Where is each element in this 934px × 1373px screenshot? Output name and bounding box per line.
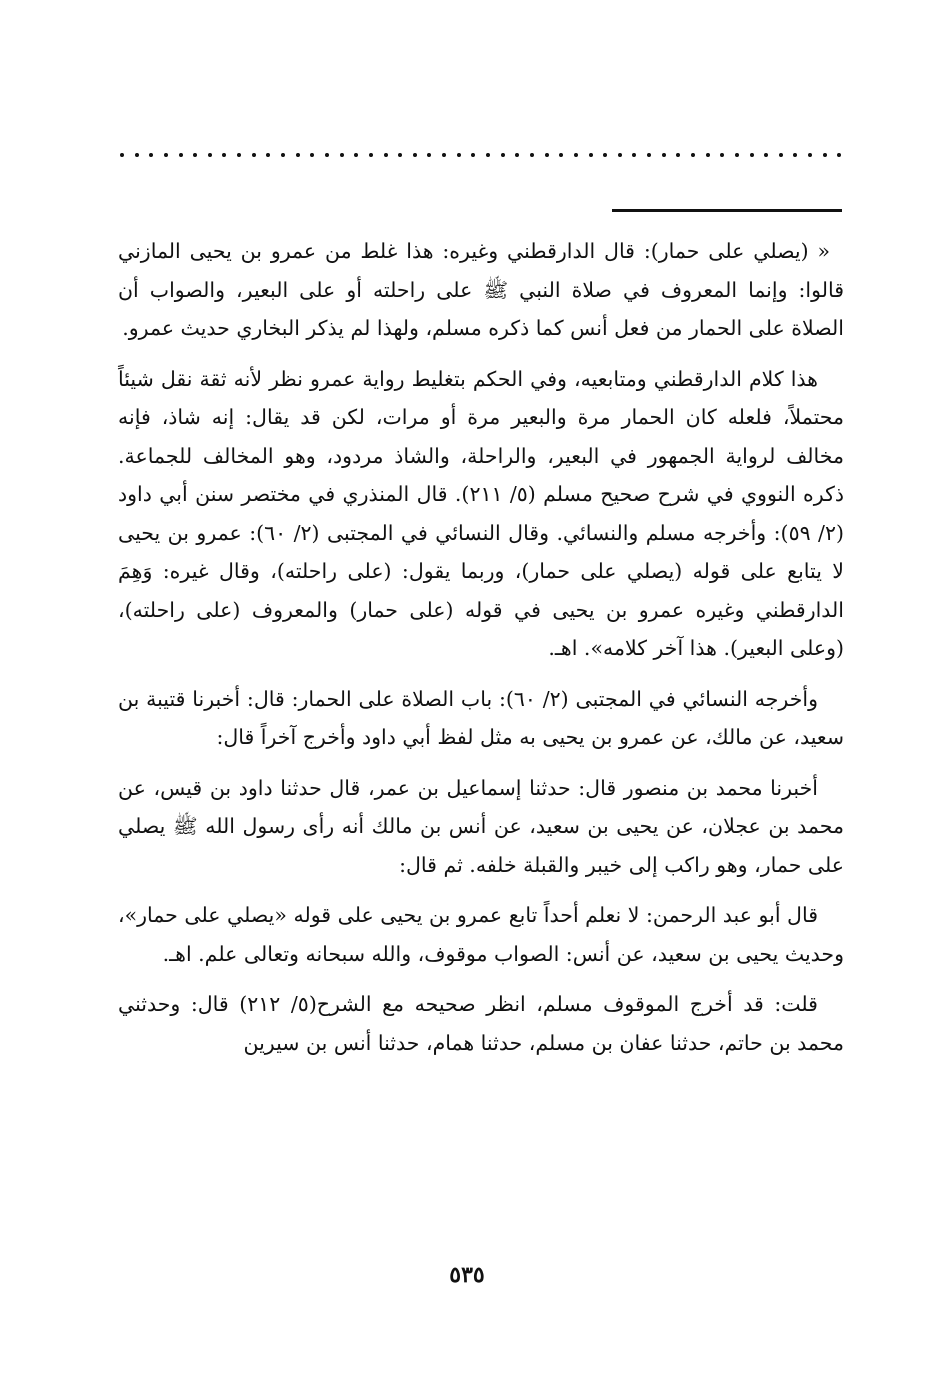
paragraph-1: « (يصلي على حمار): قال الدارقطني وغيره: هذا غلط من عمرو بن يحيى المازني قالوا: وإنما المعروف في صلاة النبي ﷺ على راحلته أو على البعير، والصواب أن الصلاة على الحمار من فعل أنس كما ذكره مسلم، ولهذا لم يذكر البخاري حديث عمرو. xyxy=(118,239,844,340)
paragraph-6: قلت: قد أخرج الموقوف مسلم، انظر صحيحه مع الشرح(٥/ ٢١٢) قال: وحدثني محمد بن حاتم، حدثنا عفان بن مسلم، حدثنا همام، حدثنا أنس بن سيرين xyxy=(118,992,844,1055)
paragraph-3: وأخرجه النسائي في المجتبى (٢/ ٦٠): باب الصلاة على الحمار: قال: أخبرنا قتيبة بن سعيد، عن مالك، عن عمرو بن يحيى به مثل لفظ أبي داود وأخرج آخراً قال: xyxy=(118,686,844,749)
paragraph-2: هذا كلام الدارقطني ومتابعيه، وفي الحكم بتغليط رواية عمرو نظر لأنه ثقة نقل شيئاً محتملاً، فلعله كان الحمار مرة والبعير مرة أو مرات، لكن قد يقال: إنه شاذ، فإنه مخالف لرواية الجمهور في البعير، والراحلة، والشاذ مردود، وهو المخالف للجماعة. ذكره النووي في شرح صحيح مسلم (٥/ ٢١١). قال المنذري في مختصر سنن أبي داود (٢/ ٥٩): وأخرجه مسلم والنسائي. وقال النسائي في المجتبى (٢/ ٦٠): عمرو بن يحيى لا يتابع على قوله (يصلي على حمار)، وربما يقول: (على راحلته)، وقال غيره: وَهِمَ الدارقطني وغيره عمرو بن يحيى في قوله (على حمار) والمعروف (على راحلته)، (وعلى البعير). هذا آخر كلامه». اهـ. xyxy=(118,366,844,660)
footnote-body xyxy=(118,232,844,1074)
paragraph-5: قال أبو عبد الرحمن: لا نعلم أحداً تابع عمرو بن يحيى على قوله «يصلي على حمار»، وحديث يحيى بن سعيد، عن أنس: الصواب موقوف، والله سبحانه وتعالى علم. اهـ. xyxy=(118,903,844,966)
paragraph-4: أخبرنا محمد بن منصور قال: حدثنا إسماعيل بن عمر، قال حدثنا داود بن قيس، عن محمد بن عجلان، عن يحيى بن سعيد، عن أنس بن مالك أنه رأى رسول الله ﷺ يصلي على حمار، وهو راكب إلى خيبر والقبلة خلفه. ثم قال: xyxy=(118,775,844,877)
page-number: ٥٣٥ xyxy=(449,1262,485,1288)
footnote-rule xyxy=(612,209,842,212)
dotted-separator xyxy=(120,150,842,160)
